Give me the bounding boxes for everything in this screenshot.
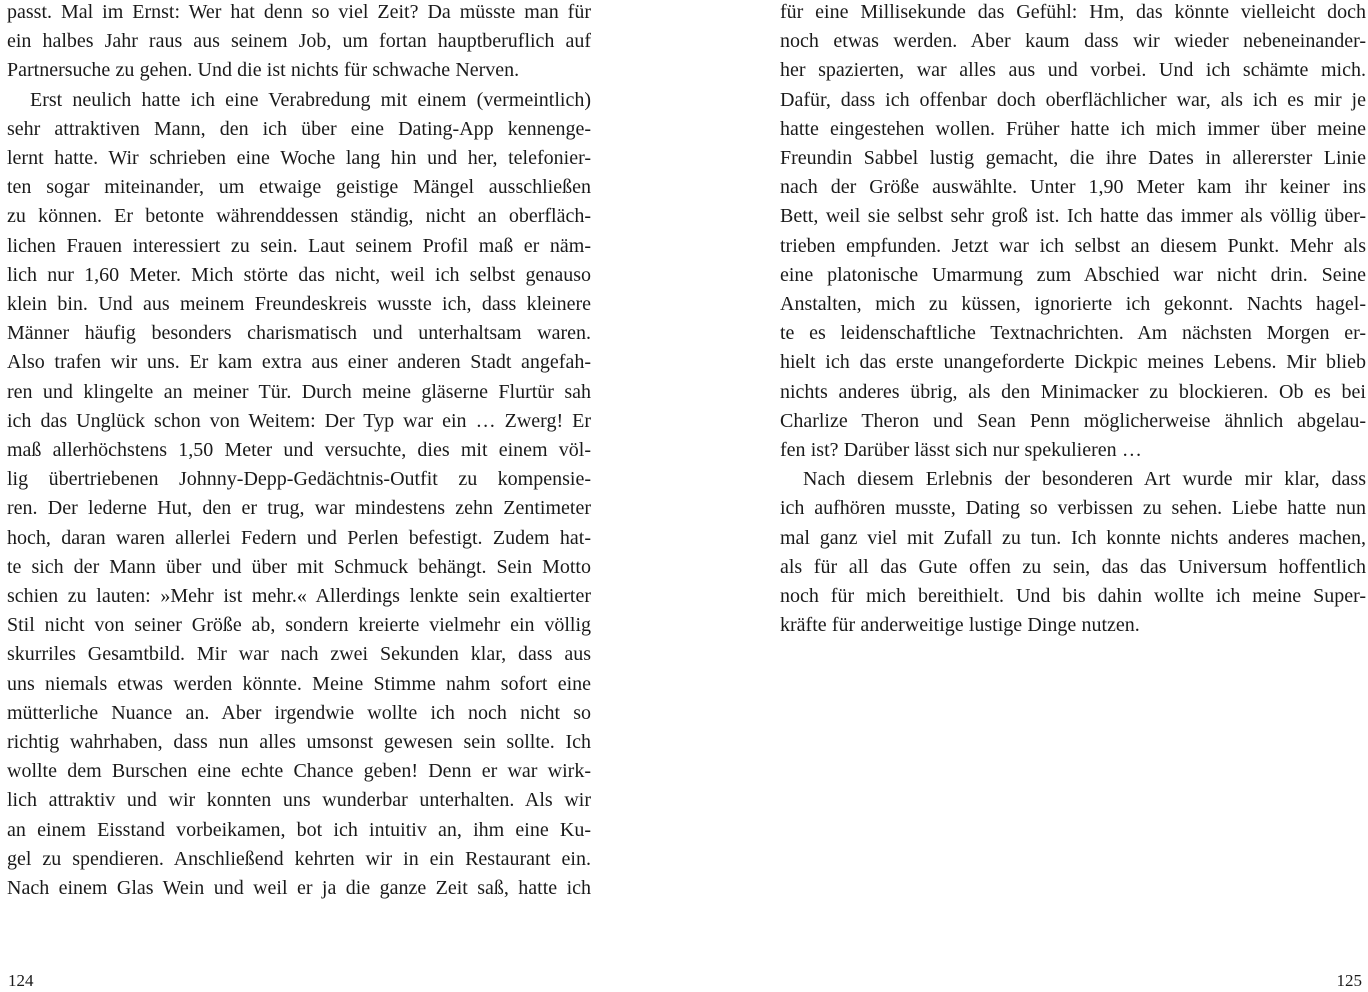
text-line: ren. Der lederne Hut, den er trug, war mindestens zehn Zentimeter — [7, 497, 591, 520]
text-line: als für all das Gute offen zu sein, das das Universum hoffentlich — [780, 555, 1366, 578]
text-line: Freundin Sabbel lustig gemacht, die ihre Dates in allererster Linie — [780, 147, 1366, 170]
text-line: Nach einem Glas Wein und weil er ja die ganze Zeit saß, hatte ich — [7, 877, 591, 900]
right-page-body-text — [780, 0, 1366, 640]
text-line: lig übertriebenen Johnny-Depp-Gedächtnis-Outfit zu kompensie- — [7, 468, 591, 491]
left-page — [0, 0, 598, 992]
text-line: mal ganz viel mit Zufall zu tun. Ich konnte nichts anderes machen, — [780, 526, 1366, 549]
text-line: Nach diesem Erlebnis der besonderen Art wurde mir klar, dass — [803, 468, 1366, 491]
text-line: nach der Größe auswählte. Unter 1,90 Meter kam ihr keiner ins — [780, 176, 1366, 199]
text-line: fen ist? Darüber lässt sich nur spekulieren … — [780, 439, 1142, 462]
text-line: an einem Eisstand vorbeikamen, bot ich intuitiv an, ihm eine Ku- — [7, 818, 591, 841]
text-line: her spazierten, war alles aus und vorbei. Und ich schämte mich. — [780, 59, 1366, 82]
text-line: gel zu spendieren. Anschließend kehrten wir in ein Restaurant ein. — [7, 847, 591, 870]
text-line: zu können. Er betonte währenddessen ständig, nicht an oberfläch- — [7, 205, 591, 228]
text-line: wollte dem Burschen eine echte Chance geben! Denn er war wirk- — [7, 760, 591, 783]
text-line: Stil nicht von seiner Größe ab, sondern kreierte vielmehr ein völlig — [7, 614, 591, 637]
text-line: hoch, daran waren allerlei Federn und Perlen befestigt. Zudem hat- — [7, 526, 591, 549]
text-line: Bett, weil sie selbst sehr groß ist. Ich hatte das immer als völlig über- — [780, 205, 1366, 228]
text-line: ich das Unglück schon von Weitem: Der Typ war ein … Zwerg! Er — [7, 409, 591, 432]
text-line: te sich der Mann über und über mit Schmuck behängt. Sein Motto — [7, 555, 591, 578]
text-line: lichen Frauen interessiert zu sein. Laut seinem Profil maß er näm- — [7, 234, 591, 257]
text-line: Dafür, dass ich offenbar doch oberflächlicher war, als ich es mir je — [780, 88, 1366, 111]
text-line: sehr attraktiven Mann, den ich über eine Dating-App kennenge- — [7, 117, 591, 140]
left-page-body-text — [7, 0, 591, 903]
text-line: kräfte für anderweitige lustige Dinge nutzen. — [780, 614, 1140, 637]
text-line: ren und klingelte an meiner Tür. Durch meine gläserne Flurtür sah — [7, 380, 591, 403]
text-line: für eine Millisekunde das Gefühl: Hm, das könnte vielleicht doch — [780, 1, 1366, 23]
text-line: hatte eingestehen wollen. Früher hatte ich mich immer über meine — [780, 117, 1366, 140]
text-line: ten sogar miteinander, um etwaige geistige Mängel ausschließen — [7, 176, 591, 199]
text-line: noch für mich bereithielt. Und bis dahin wollte ich meine Super- — [780, 585, 1366, 608]
text-line: Charlize Theron und Sean Penn möglicherweise ähnlich abgelau- — [780, 409, 1366, 432]
text-line: Also trafen wir uns. Er kam extra aus einer anderen Stadt angefah- — [7, 351, 591, 374]
text-line: lich nur 1,60 Meter. Mich störte das nicht, weil ich selbst genauso — [7, 263, 591, 286]
text-line: lich attraktiv und wir konnten uns wunderbar unterhalten. Als wir — [7, 789, 591, 812]
text-line: maß allerhöchstens 1,50 Meter und versuchte, dies mit einem völ- — [7, 439, 591, 462]
left-page-number: 124 — [8, 971, 34, 990]
text-line: uns niemals etwas werden könnte. Meine Stimme nahm sofort eine — [7, 672, 591, 695]
text-line: klein bin. Und aus meinem Freundeskreis wusste ich, dass kleinere — [7, 293, 591, 316]
text-line: mütterliche Nuance an. Aber irgendwie wollte ich noch nicht so — [7, 701, 591, 724]
right-page — [772, 0, 1368, 992]
text-line: te es leidenschaftliche Textnachrichten. Am nächsten Morgen er- — [780, 322, 1366, 345]
text-line: hielt ich das erste unangeforderte Dickpic meines Lebens. Mir blieb — [780, 351, 1366, 374]
text-line: schien zu lauten: »Mehr ist mehr.« Allerdings lenkte sein exaltierter — [7, 585, 591, 608]
text-line: ein halbes Jahr raus aus seinem Job, um fortan hauptberuflich auf — [7, 30, 591, 53]
text-line: richtig wahrhaben, dass nun alles umsonst gewesen sein sollte. Ich — [7, 731, 591, 754]
text-line: Anstalten, mich zu küssen, ignorierte ich gekonnt. Nachts hagel- — [780, 293, 1366, 316]
text-line: passt. Mal im Ernst: Wer hat denn so viel Zeit? Da müsste man für — [7, 1, 591, 23]
right-page-number: 125 — [1336, 971, 1362, 990]
text-line: noch etwas werden. Aber kaum dass wir wieder nebeneinander- — [780, 30, 1366, 53]
text-line: Erst neulich hatte ich eine Verabredung mit einem (vermeintlich) — [30, 88, 591, 111]
text-line: eine platonische Umarmung zum Abschied war nicht drin. Seine — [780, 263, 1366, 286]
text-line: ich aufhören musste, Dating so verbissen zu sehen. Liebe hatte nun — [780, 497, 1366, 520]
text-line: lernt hatte. Wir schrieben eine Woche lang hin und her, telefonier- — [7, 147, 591, 170]
text-line: nichts anderes übrig, als den Minimacker zu blockieren. Ob es bei — [780, 380, 1366, 403]
text-line: Männer häufig besonders charismatisch und unterhaltsam waren. — [7, 322, 591, 345]
text-line: Partnersuche zu gehen. Und die ist nichts für schwache Nerven. — [7, 59, 520, 82]
text-line: skurriles Gesamtbild. Mir war nach zwei Sekunden klar, dass aus — [7, 643, 591, 666]
text-line: trieben empfunden. Jetzt war ich selbst an diesem Punkt. Mehr als — [780, 234, 1366, 257]
